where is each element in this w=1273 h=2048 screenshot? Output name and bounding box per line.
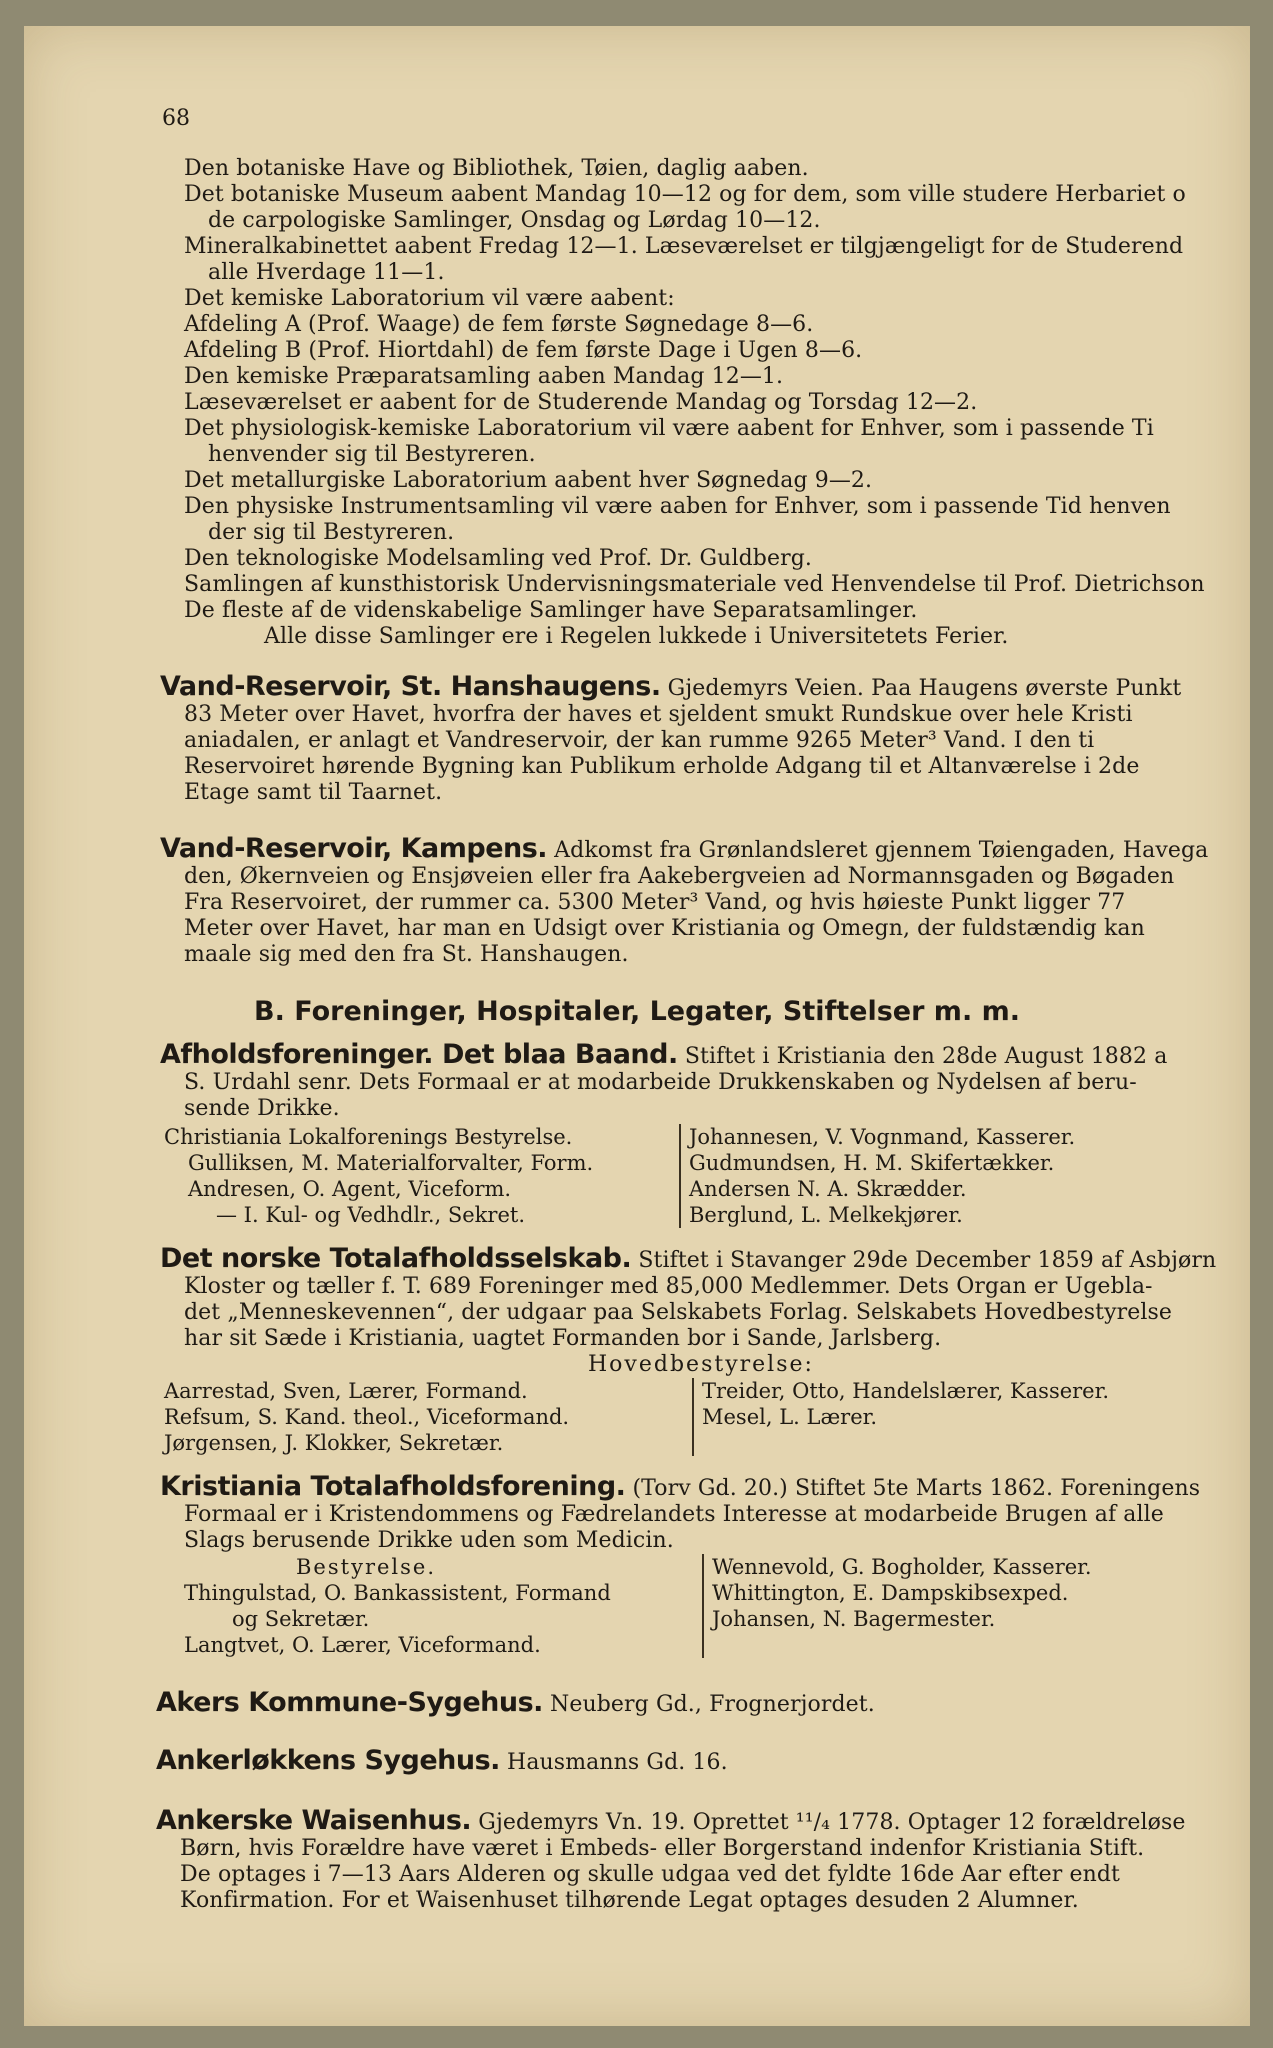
entry-heading: Ankerløkkens Sygehus. (156, 1745, 500, 1776)
entry-line: det „Menneskevennen“, der udgaar paa Selskabets Forlag. Selskabets Hovedbestyrelse (184, 1300, 1173, 1325)
entry-line: Meter over Havet, har man en Udsigt over Kristiania og Omegn, der fuldstændig kan (184, 916, 1145, 941)
board-member: — I. Kul- og Vedhdlr., Sekret. (216, 1203, 525, 1227)
intro-line: Den teknologiske Modelsamling ved Prof. Dr. Guldberg. (184, 546, 812, 571)
board-member: Langtvet, O. Lærer, Viceformand. (184, 1633, 541, 1657)
board-columns (160, 1554, 1250, 1658)
board-title: Bestyrelse. (296, 1555, 437, 1579)
board-member: Jørgensen, J. Klokker, Sekretær. (164, 1431, 504, 1455)
intro-line: Mineralkabinettet aabent Fredag 12—1. Læseværelset er tilgjængeligt for de Studerend (184, 234, 1184, 259)
entry-heading: Vand-Reservoir, St. Hanshaugens. (160, 671, 661, 702)
entry-line: Fra Reservoiret, der rummer ca. 5300 Meter³ Vand, og hvis høieste Punkt ligger 77 (184, 890, 1126, 915)
entry-line: Etage samt til Taarnet. (184, 780, 443, 805)
entry-line: har sit Sæde i Kristiania, uagtet Formanden bor i Sande, Jarlsberg. (184, 1326, 942, 1351)
board-title: Hovedbestyrelse: (588, 1352, 814, 1377)
entry-text: Adkomst fra Grønlandsleret gjennem Tøiengaden, Havega (554, 838, 1209, 863)
board-columns (160, 1124, 1250, 1228)
ankerske-entry (156, 1805, 1246, 1914)
entry-line: maale sig med den fra St. Hanshaugen. (184, 942, 629, 967)
kristiania-total-entry (160, 1471, 1250, 1658)
ankerlokken-entry (156, 1745, 1246, 1776)
intro-line: Det kemiske Laboratorium vil være aabent: (184, 286, 675, 311)
board-member: Johannesen, V. Vognmand, Kasserer. (689, 1125, 1076, 1149)
kampens-entry (160, 833, 1250, 968)
intro-line: Det metallurgiske Laboratorium aabent hver Søgnedag 9—2. (184, 468, 873, 493)
intro-line: de carpologiske Samlinger, Onsdag og Lørdag 10—12. (208, 208, 821, 233)
board-member: Thingulstad, O. Bankassistent, Formand (184, 1581, 611, 1605)
entry-heading: Afholdsforeninger. Det blaa Baand. (160, 1039, 678, 1070)
board-member: Gudmundsen, H. M. Skifertækker. (689, 1151, 1055, 1175)
intro-line: henvender sig til Bestyreren. (208, 442, 536, 467)
intro-line: Alle disse Samlinger ere i Regelen lukkede i Universitetets Ferier. (264, 624, 1009, 649)
entry-heading: Ankerske Waisenhus. (156, 1805, 472, 1836)
entry-text: Neuberg Gd., Frognerjordet. (550, 1692, 875, 1717)
hanshaugen-entry (160, 671, 1250, 806)
entry-line: den, Økernveien og Ensjøveien eller fra Aakebergveien ad Normannsgaden og Bøgaden (184, 864, 1175, 889)
board-member: Berglund, L. Melkekjører. (689, 1203, 963, 1227)
intro-line: Den physiske Instrumentsamling vil være aaben for Enhver, som i passende Tid henven (184, 494, 1171, 519)
entry-line: S. Urdahl senr. Dets Formaal er at modarbeide Drukkenskaben og Nydelsen af beru- (184, 1070, 1137, 1095)
entry-line: Slags berusende Drikke uden som Medicin. (184, 1528, 674, 1553)
entry-line: 83 Meter over Havet, hvorfra der haves et sjeldent smukt Rundskue over hele Kristi (184, 702, 1133, 727)
entry-text: Gjedemyrs Veien. Paa Haugens øverste Punkt (667, 676, 1182, 701)
board-member: Andresen, O. Agent, Viceform. (188, 1177, 512, 1201)
intro-section (184, 156, 1250, 650)
entry-line: Reservoiret hørende Bygning kan Publikum erholde Adgang til et Altanværelse i 2de (184, 754, 1140, 779)
board-member: Andersen N. A. Skrædder. (689, 1177, 967, 1201)
entry-heading: Vand-Reservoir, Kampens. (160, 833, 548, 864)
akers-entry (156, 1687, 1246, 1718)
board-member: Refsum, S. Kand. theol., Viceformand. (164, 1405, 570, 1429)
board-member: Aarrestad, Sven, Lærer, Formand. (164, 1379, 528, 1403)
document-page (24, 26, 1250, 2026)
intro-line: der sig til Bestyreren. (208, 520, 455, 545)
afholds-entry (160, 1039, 1250, 1228)
section-heading: B. Foreninger, Hospitaler, Legater, Stiftelser m. m. (254, 996, 1020, 1027)
board-member: Johansen, N. Bagermester. (712, 1607, 996, 1631)
entry-line: sende Drikke. (184, 1096, 340, 1121)
board-member: Whittington, E. Dampskibsexped. (712, 1581, 1069, 1605)
entry-line: Konfirmation. For et Waisenhuset tilhørende Legat optages desuden 2 Alumner. (180, 1888, 1079, 1913)
entry-text: Hausmanns Gd. 16. (507, 1750, 728, 1775)
entry-line: Børn, hvis Forældre have været i Embeds- eller Borgerstand indenfor Kristiania Stift. (180, 1836, 1145, 1861)
entry-text: Stiftet i Stavanger 29de December 1859 af Asbjørn (638, 1248, 1217, 1273)
board-member: Mesel, L. Lærer. (702, 1405, 878, 1429)
intro-line: Den botaniske Have og Bibliothek, Tøien, daglig aaben. (184, 156, 809, 181)
entry-heading: Akers Kommune-Sygehus. (156, 1687, 543, 1718)
intro-line: Det botaniske Museum aabent Mandag 10—12 og for dem, som ville studere Herbariet o (184, 182, 1186, 207)
intro-line: alle Hverdage 11—1. (208, 260, 445, 285)
intro-line: Samlingen af kunsthistorisk Undervisningsmateriale ved Henvendelse til Prof. Dietrichson (184, 572, 1205, 597)
board-member: Wennevold, G. Bogholder, Kasserer. (712, 1555, 1092, 1579)
entry-text: Stiftet i Kristiania den 28de August 1882 a (684, 1044, 1168, 1069)
intro-line: De fleste af de videnskabelige Samlinger have Separatsamlinger. (184, 598, 918, 623)
board-columns (160, 1378, 1250, 1456)
entry-heading: Det norske Totalafholdsselskab. (160, 1243, 632, 1274)
entry-line: De optages i 7—13 Aars Alderen og skulle udgaa ved det fyldte 16de Aar efter endt (180, 1862, 1120, 1887)
intro-line: Afdeling B (Prof. Hiortdahl) de fem første Dage i Ugen 8—6. (184, 338, 863, 363)
entry-heading: Kristiania Totalafholdsforening. (160, 1471, 626, 1502)
entry-line: Formaal er i Kristendommens og Fædrelandets Interesse at modarbeide Brugen af alle (184, 1502, 1164, 1527)
intro-line: Afdeling A (Prof. Waage) de fem første Søgnedage 8—6. (184, 312, 814, 337)
intro-line: Den kemiske Præparatsamling aaben Mandag 12—1. (184, 364, 784, 389)
board-member: Gulliksen, M. Materialforvalter, Form. (188, 1151, 594, 1175)
entry-line: Kloster og tæller f. T. 689 Foreninger med 85,000 Medlemmer. Dets Organ er Ugebla- (184, 1274, 1153, 1299)
page-number: 68 (162, 106, 190, 131)
entry-text: Gjedemyrs Vn. 19. Oprettet ¹¹/₄ 1778. Optager 12 forældreløse (478, 1810, 1186, 1835)
board-member: og Sekretær. (232, 1607, 370, 1631)
intro-line: Det physiologisk-kemiske Laboratorium vil være aabent for Enhver, som i passende Ti (184, 416, 1154, 441)
board-member: Christiania Lokalforenings Bestyrelse. (164, 1125, 573, 1149)
board-member: Treider, Otto, Handelslærer, Kasserer. (702, 1379, 1110, 1403)
totalafhold-entry (160, 1243, 1250, 1456)
entry-line: aniadalen, er anlagt et Vandreservoir, der kan rumme 9265 Meter³ Vand. I den ti (184, 728, 1095, 753)
intro-line: Læseværelset er aabent for de Studerende Mandag og Torsdag 12—2. (184, 390, 978, 415)
entry-text: (Torv Gd. 20.) Stiftet 5te Marts 1862. Foreningens (632, 1476, 1201, 1501)
